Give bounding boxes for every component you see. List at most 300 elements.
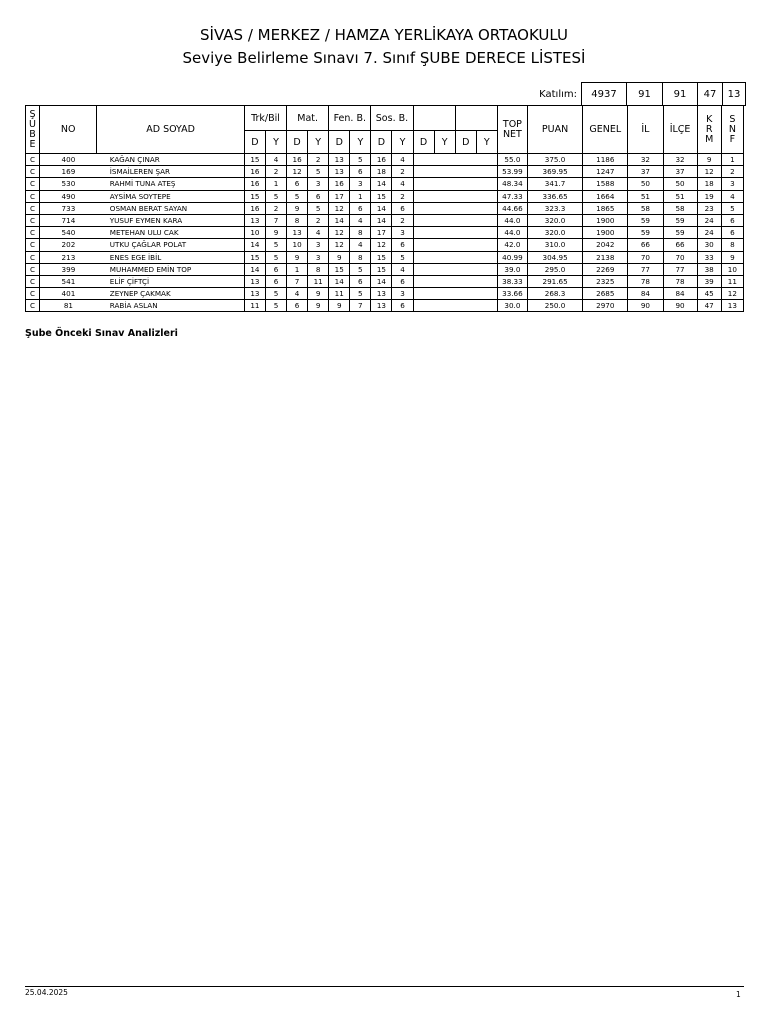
cell-trk-y: 6 <box>265 275 286 287</box>
cell-mat-d: 13 <box>287 227 308 239</box>
cell-net: 47.33 <box>497 190 527 202</box>
cell-il: 32 <box>628 154 663 166</box>
cell-empty <box>455 214 476 226</box>
cell-snf: 4 <box>721 190 743 202</box>
cell-ilce: 78 <box>663 275 697 287</box>
cell-snf: 9 <box>721 251 743 263</box>
cell-net: 44.0 <box>497 214 527 226</box>
cell-empty <box>476 251 497 263</box>
cell-sube: C <box>26 288 40 300</box>
cell-empty <box>455 251 476 263</box>
cell-mat-d: 6 <box>287 178 308 190</box>
cell-puan: 320.0 <box>527 214 582 226</box>
footer-divider <box>25 986 744 987</box>
participation-stats <box>522 82 746 106</box>
cell-fen-y: 5 <box>350 263 371 275</box>
cell-empty <box>455 300 476 312</box>
cell-empty <box>434 178 455 190</box>
stat-snf: 13 <box>723 83 746 106</box>
col-snf: S N F <box>721 106 743 154</box>
cell-trk-y: 5 <box>265 251 286 263</box>
cell-name: KAĞAN ÇINAR <box>97 154 245 166</box>
cell-fen-y: 4 <box>350 239 371 251</box>
cell-sube: C <box>26 263 40 275</box>
cell-genel: 1186 <box>583 154 628 166</box>
cell-empty <box>434 214 455 226</box>
cell-fen-y: 5 <box>350 288 371 300</box>
cell-puan: 304.95 <box>527 251 582 263</box>
report-title: Seviye Belirleme Sınavı 7. Sınıf ŞUBE DERECE LİSTESİ <box>182 49 586 67</box>
cell-trk-d: 14 <box>244 239 265 251</box>
cell-empty <box>476 239 497 251</box>
cell-krm: 47 <box>697 300 721 312</box>
cell-empty <box>455 166 476 178</box>
participation-label: Katılım: <box>539 88 577 100</box>
cell-puan: 250.0 <box>527 300 582 312</box>
cell-trk-y: 1 <box>265 178 286 190</box>
cell-empty <box>455 263 476 275</box>
cell-ilce: 51 <box>663 190 697 202</box>
cell-mat-y: 2 <box>308 154 329 166</box>
cell-empty <box>413 202 434 214</box>
cell-fen-y: 8 <box>350 251 371 263</box>
cell-empty <box>455 288 476 300</box>
cell-no: 401 <box>40 288 97 300</box>
cell-il: 50 <box>628 178 663 190</box>
cell-genel: 1588 <box>583 178 628 190</box>
cell-sos-y: 3 <box>392 227 413 239</box>
cell-sos-d: 15 <box>371 190 392 202</box>
table-row <box>26 263 744 275</box>
cell-mat-y: 4 <box>308 227 329 239</box>
cell-puan: 291.65 <box>527 275 582 287</box>
cell-trk-d: 16 <box>244 178 265 190</box>
cell-sube: C <box>26 214 40 226</box>
cell-trk-d: 14 <box>244 263 265 275</box>
cell-mat-d: 1 <box>287 263 308 275</box>
cell-mat-d: 6 <box>287 300 308 312</box>
cell-snf: 2 <box>721 166 743 178</box>
cell-name: MUHAMMED EMİN TOP <box>97 263 245 275</box>
cell-il: 77 <box>628 263 663 275</box>
cell-fen-d: 12 <box>329 227 350 239</box>
cell-mat-d: 4 <box>287 288 308 300</box>
cell-empty <box>455 190 476 202</box>
col-d: D <box>371 131 392 154</box>
cell-name: YUSUF EYMEN KARA <box>97 214 245 226</box>
cell-trk-d: 16 <box>244 202 265 214</box>
cell-empty <box>476 166 497 178</box>
cell-il: 58 <box>628 202 663 214</box>
cell-sube: C <box>26 190 40 202</box>
cell-mat-d: 12 <box>287 166 308 178</box>
cell-empty <box>455 154 476 166</box>
cell-sos-y: 4 <box>392 178 413 190</box>
cell-name: ENES EGE İBİL <box>97 251 245 263</box>
col-d: D <box>455 131 476 154</box>
cell-empty <box>476 227 497 239</box>
cell-empty <box>413 227 434 239</box>
cell-mat-y: 2 <box>308 214 329 226</box>
cell-fen-d: 15 <box>329 263 350 275</box>
cell-empty <box>434 263 455 275</box>
cell-empty <box>434 190 455 202</box>
cell-sube: C <box>26 154 40 166</box>
cell-mat-y: 3 <box>308 239 329 251</box>
cell-genel: 2269 <box>583 263 628 275</box>
cell-snf: 5 <box>721 202 743 214</box>
cell-fen-d: 14 <box>329 275 350 287</box>
cell-snf: 3 <box>721 178 743 190</box>
cell-sos-d: 14 <box>371 202 392 214</box>
col-y: Y <box>476 131 497 154</box>
cell-empty <box>476 154 497 166</box>
cell-mat-y: 9 <box>308 300 329 312</box>
cell-snf: 1 <box>721 154 743 166</box>
col-sos: Sos. B. <box>371 106 413 131</box>
cell-empty <box>413 190 434 202</box>
cell-net: 53.99 <box>497 166 527 178</box>
cell-sube: C <box>26 202 40 214</box>
cell-empty <box>413 214 434 226</box>
cell-empty <box>476 288 497 300</box>
cell-sos-y: 6 <box>392 275 413 287</box>
cell-sos-y: 2 <box>392 214 413 226</box>
cell-name: İSMAİLEREN ŞAR <box>97 166 245 178</box>
cell-empty <box>476 178 497 190</box>
cell-ilce: 32 <box>663 154 697 166</box>
cell-trk-y: 5 <box>265 300 286 312</box>
cell-ilce: 84 <box>663 288 697 300</box>
cell-snf: 11 <box>721 275 743 287</box>
cell-krm: 23 <box>697 202 721 214</box>
cell-puan: 310.0 <box>527 239 582 251</box>
col-d: D <box>287 131 308 154</box>
cell-no: 530 <box>40 178 97 190</box>
cell-empty <box>476 300 497 312</box>
cell-krm: 24 <box>697 227 721 239</box>
cell-sos-y: 2 <box>392 166 413 178</box>
cell-mat-y: 11 <box>308 275 329 287</box>
cell-fen-y: 3 <box>350 178 371 190</box>
cell-krm: 39 <box>697 275 721 287</box>
cell-sube: C <box>26 275 40 287</box>
cell-net: 39.0 <box>497 263 527 275</box>
col-il: İL <box>628 106 663 154</box>
cell-trk-y: 9 <box>265 227 286 239</box>
cell-ilce: 37 <box>663 166 697 178</box>
cell-no: 714 <box>40 214 97 226</box>
cell-empty <box>413 178 434 190</box>
cell-no: 81 <box>40 300 97 312</box>
table-row <box>26 214 744 226</box>
cell-mat-d: 9 <box>287 251 308 263</box>
cell-net: 38.33 <box>497 275 527 287</box>
cell-trk-d: 15 <box>244 154 265 166</box>
cell-puan: 369.95 <box>527 166 582 178</box>
table-row <box>26 275 744 287</box>
cell-sos-d: 14 <box>371 275 392 287</box>
cell-sube: C <box>26 239 40 251</box>
cell-mat-y: 9 <box>308 288 329 300</box>
school-title: SİVAS / MERKEZ / HAMZA YERLİKAYA ORTAOKULU <box>200 26 568 44</box>
cell-name: ZEYNEP ÇAKMAK <box>97 288 245 300</box>
cell-sube: C <box>26 300 40 312</box>
cell-puan: 323.3 <box>527 202 582 214</box>
cell-empty <box>455 239 476 251</box>
cell-puan: 268.3 <box>527 288 582 300</box>
cell-krm: 38 <box>697 263 721 275</box>
cell-empty <box>413 251 434 263</box>
cell-empty <box>413 166 434 178</box>
col-d: D <box>413 131 434 154</box>
col-sube: Ş U B E <box>26 106 40 154</box>
cell-fen-d: 9 <box>329 300 350 312</box>
cell-sos-y: 6 <box>392 300 413 312</box>
cell-sos-y: 4 <box>392 263 413 275</box>
page-number: 1 <box>736 990 741 999</box>
cell-il: 78 <box>628 275 663 287</box>
cell-trk-y: 5 <box>265 288 286 300</box>
cell-puan: 295.0 <box>527 263 582 275</box>
cell-snf: 6 <box>721 227 743 239</box>
cell-trk-y: 2 <box>265 202 286 214</box>
cell-net: 55.0 <box>497 154 527 166</box>
cell-trk-d: 16 <box>244 166 265 178</box>
cell-genel: 1865 <box>583 202 628 214</box>
cell-il: 51 <box>628 190 663 202</box>
cell-puan: 336.65 <box>527 190 582 202</box>
ranking-table <box>25 105 744 312</box>
cell-name: RABİA ASLAN <box>97 300 245 312</box>
cell-fen-y: 6 <box>350 202 371 214</box>
cell-sube: C <box>26 251 40 263</box>
col-fen: Fen. B. <box>329 106 371 131</box>
cell-sos-d: 14 <box>371 214 392 226</box>
cell-genel: 2685 <box>583 288 628 300</box>
cell-fen-d: 12 <box>329 202 350 214</box>
cell-empty <box>476 275 497 287</box>
col-y: Y <box>265 131 286 154</box>
cell-ilce: 90 <box>663 300 697 312</box>
cell-trk-y: 5 <box>265 190 286 202</box>
cell-genel: 2042 <box>583 239 628 251</box>
cell-mat-d: 16 <box>287 154 308 166</box>
cell-fen-y: 8 <box>350 227 371 239</box>
cell-fen-d: 13 <box>329 154 350 166</box>
cell-empty <box>413 288 434 300</box>
cell-sos-d: 12 <box>371 239 392 251</box>
cell-trk-d: 13 <box>244 214 265 226</box>
col-top-net: TOP NET <box>497 106 527 154</box>
cell-genel: 1664 <box>583 190 628 202</box>
cell-empty <box>455 202 476 214</box>
cell-no: 400 <box>40 154 97 166</box>
cell-empty <box>434 288 455 300</box>
cell-empty <box>434 166 455 178</box>
cell-sube: C <box>26 178 40 190</box>
cell-ilce: 59 <box>663 214 697 226</box>
cell-fen-d: 11 <box>329 288 350 300</box>
cell-krm: 19 <box>697 190 721 202</box>
cell-empty <box>476 190 497 202</box>
cell-il: 66 <box>628 239 663 251</box>
cell-empty <box>413 300 434 312</box>
cell-empty <box>413 275 434 287</box>
cell-puan: 341.7 <box>527 178 582 190</box>
col-mat: Mat. <box>287 106 329 131</box>
cell-sos-d: 16 <box>371 154 392 166</box>
cell-fen-y: 6 <box>350 166 371 178</box>
cell-mat-y: 6 <box>308 190 329 202</box>
cell-trk-y: 4 <box>265 154 286 166</box>
cell-il: 70 <box>628 251 663 263</box>
col-ilce: İLÇE <box>663 106 697 154</box>
cell-net: 30.0 <box>497 300 527 312</box>
col-no: NO <box>40 106 97 154</box>
col-empty-1 <box>413 106 455 131</box>
cell-sos-y: 6 <box>392 202 413 214</box>
cell-il: 59 <box>628 214 663 226</box>
cell-sos-y: 2 <box>392 190 413 202</box>
cell-trk-d: 13 <box>244 275 265 287</box>
col-empty-2 <box>455 106 497 131</box>
cell-sos-d: 15 <box>371 263 392 275</box>
cell-sos-d: 18 <box>371 166 392 178</box>
cell-il: 59 <box>628 227 663 239</box>
cell-trk-y: 7 <box>265 214 286 226</box>
cell-trk-d: 11 <box>244 300 265 312</box>
cell-sos-y: 3 <box>392 288 413 300</box>
cell-krm: 9 <box>697 154 721 166</box>
cell-no: 490 <box>40 190 97 202</box>
col-y: Y <box>392 131 413 154</box>
cell-ilce: 50 <box>663 178 697 190</box>
col-puan: PUAN <box>527 106 582 154</box>
table-row <box>26 202 744 214</box>
cell-puan: 375.0 <box>527 154 582 166</box>
col-d: D <box>244 131 265 154</box>
cell-trk-d: 13 <box>244 288 265 300</box>
cell-sos-d: 14 <box>371 178 392 190</box>
table-row <box>26 227 744 239</box>
cell-trk-y: 5 <box>265 239 286 251</box>
student-rows <box>26 154 744 312</box>
cell-mat-d: 10 <box>287 239 308 251</box>
cell-mat-d: 7 <box>287 275 308 287</box>
cell-fen-d: 13 <box>329 166 350 178</box>
cell-fen-y: 5 <box>350 154 371 166</box>
cell-krm: 24 <box>697 214 721 226</box>
cell-no: 169 <box>40 166 97 178</box>
cell-genel: 1900 <box>583 227 628 239</box>
cell-net: 44.66 <box>497 202 527 214</box>
cell-empty <box>476 214 497 226</box>
table-row <box>26 166 744 178</box>
cell-mat-y: 5 <box>308 166 329 178</box>
cell-sube: C <box>26 166 40 178</box>
cell-fen-d: 16 <box>329 178 350 190</box>
cell-fen-d: 9 <box>329 251 350 263</box>
cell-name: RAHMİ TUNA ATEŞ <box>97 178 245 190</box>
cell-empty <box>434 251 455 263</box>
cell-snf: 12 <box>721 288 743 300</box>
cell-trk-y: 2 <box>265 166 286 178</box>
cell-genel: 1247 <box>583 166 628 178</box>
table-row <box>26 178 744 190</box>
cell-mat-y: 8 <box>308 263 329 275</box>
table-row <box>26 190 744 202</box>
cell-empty <box>434 275 455 287</box>
col-d: D <box>329 131 350 154</box>
cell-empty <box>413 154 434 166</box>
cell-empty <box>455 227 476 239</box>
cell-mat-y: 5 <box>308 202 329 214</box>
cell-genel: 1900 <box>583 214 628 226</box>
cell-empty <box>455 275 476 287</box>
cell-no: 540 <box>40 227 97 239</box>
cell-puan: 320.0 <box>527 227 582 239</box>
table-row <box>26 154 744 166</box>
cell-ilce: 70 <box>663 251 697 263</box>
cell-snf: 8 <box>721 239 743 251</box>
cell-name: ELİF ÇİFTÇİ <box>97 275 245 287</box>
cell-mat-y: 3 <box>308 178 329 190</box>
cell-name: AYSİMA SOYTEPE <box>97 190 245 202</box>
col-ad-soyad: AD SOYAD <box>97 106 245 154</box>
cell-sos-d: 17 <box>371 227 392 239</box>
cell-krm: 33 <box>697 251 721 263</box>
cell-sos-d: 15 <box>371 251 392 263</box>
cell-trk-d: 15 <box>244 251 265 263</box>
col-genel: GENEL <box>583 106 628 154</box>
cell-ilce: 66 <box>663 239 697 251</box>
cell-empty <box>434 227 455 239</box>
cell-mat-d: 9 <box>287 202 308 214</box>
col-y: Y <box>434 131 455 154</box>
table-row <box>26 300 744 312</box>
cell-empty <box>413 239 434 251</box>
cell-ilce: 58 <box>663 202 697 214</box>
cell-empty <box>434 202 455 214</box>
table-row <box>26 251 744 263</box>
cell-fen-d: 14 <box>329 214 350 226</box>
footer-date: 25.04.2025 <box>25 988 68 997</box>
cell-ilce: 77 <box>663 263 697 275</box>
cell-net: 44.0 <box>497 227 527 239</box>
cell-fen-y: 6 <box>350 275 371 287</box>
cell-snf: 6 <box>721 214 743 226</box>
cell-mat-y: 3 <box>308 251 329 263</box>
cell-genel: 2325 <box>583 275 628 287</box>
stat-genel: 4937 <box>582 83 627 106</box>
table-row <box>26 239 744 251</box>
cell-sos-y: 6 <box>392 239 413 251</box>
cell-il: 90 <box>628 300 663 312</box>
cell-mat-d: 5 <box>287 190 308 202</box>
stat-il: 91 <box>627 83 663 106</box>
cell-empty <box>434 239 455 251</box>
cell-empty <box>476 202 497 214</box>
cell-ilce: 59 <box>663 227 697 239</box>
cell-empty <box>455 178 476 190</box>
cell-krm: 12 <box>697 166 721 178</box>
cell-no: 399 <box>40 263 97 275</box>
cell-fen-d: 17 <box>329 190 350 202</box>
cell-il: 84 <box>628 288 663 300</box>
cell-empty <box>476 263 497 275</box>
cell-trk-d: 10 <box>244 227 265 239</box>
